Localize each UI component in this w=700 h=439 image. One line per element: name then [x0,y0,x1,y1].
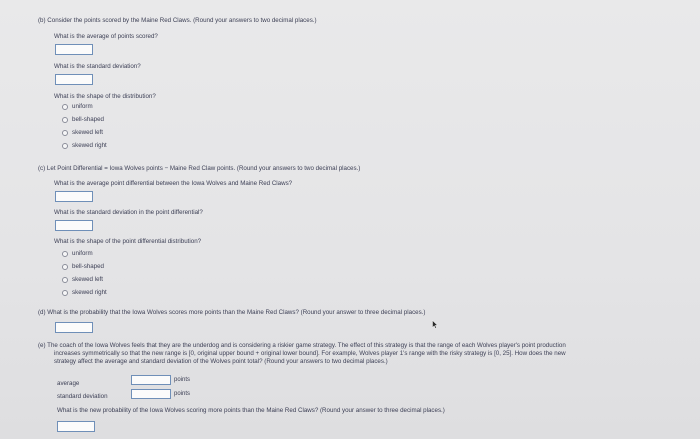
part-b-stddev-input[interactable] [55,74,93,85]
part-e-average-unit: points [174,377,191,383]
part-b-option-skewed-left[interactable] [62,129,103,136]
option-label: skewed right [72,142,107,149]
part-c-stddev-question: What is the standard deviation in the point differential? [54,209,203,216]
option-label: skewed right [72,289,107,296]
part-e-line-3: strategy affect the average and standard deviation of the Wolves point total? (Round your answers to two decimal places.) [54,358,388,365]
part-e-line-2: increases symmetrically so that the new range is [0, original upper bound + original lower bound]. For example, Wolves player 1's range with the risky strategy is [0, 25]. How does the new [54,350,566,357]
part-c-shape-question: What is the shape of the point differential distribution? [54,238,202,245]
part-d-probability-input[interactable] [55,322,93,333]
part-b-stddev-question: What is the standard deviation? [54,63,141,70]
part-e-probability-input[interactable] [57,421,95,432]
part-c-average-input[interactable] [55,191,93,202]
part-b-shape-question: What is the shape of the distribution? [54,93,156,100]
part-d-heading: (d) What is the probability that the Iowa Wolves scores more points than the Maine Red Claws? (Round your answer to three decimal places.) [38,309,426,316]
radio-circle-icon[interactable] [62,264,68,270]
option-label: bell-shaped [72,263,104,270]
part-c-stddev-input[interactable] [55,220,93,231]
part-e-probability-question: What is the new probability of the Iowa Wolves scoring more points than the Maine Red Claws? (Round your answer to three decimal places.) [57,407,445,414]
part-c-option-bell-shaped[interactable] [62,263,104,270]
radio-circle-icon[interactable] [62,251,68,257]
part-c-heading: (c) Let Point Differential = Iowa Wolves points − Maine Red Claw points. (Round your answers to two decimal places.) [38,165,361,172]
radio-circle-icon[interactable] [62,277,68,283]
option-label: uniform [72,250,93,257]
part-e-stddev-unit: points [174,391,191,397]
option-label: skewed left [72,276,103,283]
part-e-line-1: (e) The coach of the Iowa Wolves feels that they are the underdog and is considering a riskier game strategy. The effect of this strategy is that the range of each Wolves player's point production [38,342,566,349]
part-c-option-uniform[interactable] [62,250,93,257]
option-label: skewed left [72,129,103,136]
radio-circle-icon[interactable] [62,290,68,296]
part-e-stddev-label: standard deviation [57,393,108,400]
option-label: bell-shaped [72,116,104,123]
option-label: uniform [72,103,93,110]
part-b-heading: (b) Consider the points scored by the Maine Red Claws. (Round your answers to two decimal places.) [38,17,317,24]
part-b-average-question: What is the average of points scored? [54,33,158,40]
radio-circle-icon[interactable] [62,130,68,136]
radio-circle-icon[interactable] [62,104,68,110]
part-c-option-skewed-right[interactable] [62,289,107,296]
part-e-stddev-input[interactable] [131,389,171,399]
radio-circle-icon[interactable] [62,117,68,123]
mouse-cursor-icon [432,320,438,329]
part-b-option-bell-shaped[interactable] [62,116,104,123]
part-e-average-input[interactable] [131,375,171,385]
part-e-average-label: average [57,380,80,387]
part-c-option-skewed-left[interactable] [62,276,103,283]
part-b-average-input[interactable] [55,44,93,55]
part-b-option-uniform[interactable] [62,103,93,110]
part-b-option-skewed-right[interactable] [62,142,107,149]
radio-circle-icon[interactable] [62,143,68,149]
part-c-average-question: What is the average point differential between the Iowa Wolves and Maine Red Claws? [54,180,293,187]
